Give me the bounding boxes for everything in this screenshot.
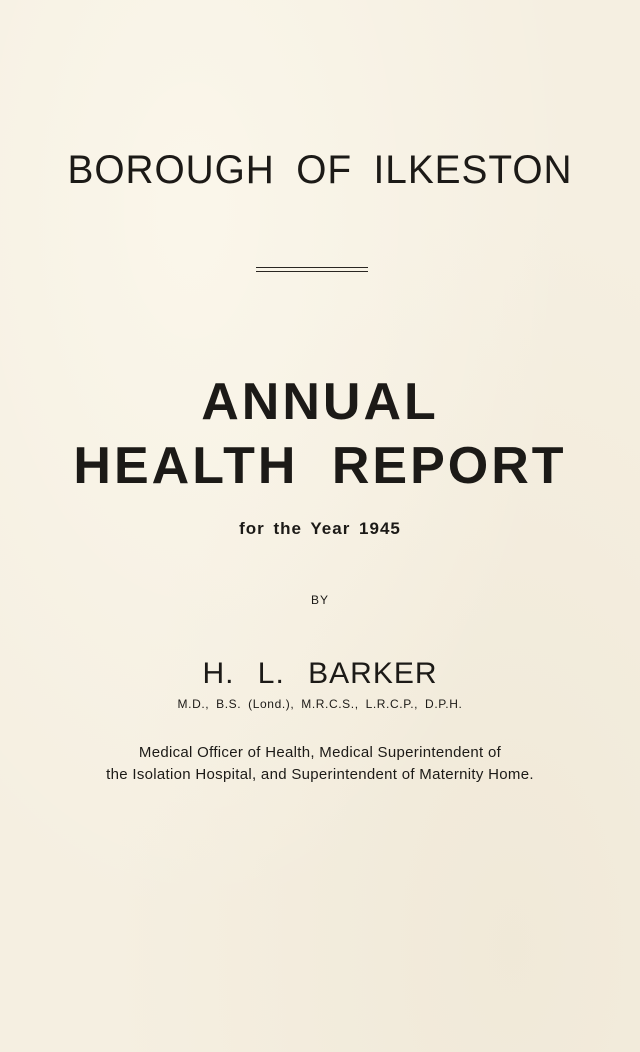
- double-rule-bottom: [256, 271, 368, 272]
- author-qualifications: M.D., B.S. (Lond.), M.R.C.S., L.R.C.P., D.P.H.: [177, 697, 463, 711]
- double-rule-top: [256, 267, 368, 268]
- report-year: for the Year 1945: [239, 519, 401, 538]
- borough-heading: BOROUGH OF ILKESTON: [67, 148, 573, 192]
- author-name: H. L. BARKER: [202, 657, 438, 690]
- report-title-line-1: ANNUAL: [201, 373, 439, 431]
- author-role-line-1: Medical Officer of Health, Medical Superintendent of: [138, 744, 502, 761]
- by-label: BY: [310, 593, 329, 607]
- report-title-line-2: HEALTH REPORT: [73, 437, 567, 495]
- author-role-line-2: the Isolation Hospital, and Superintendent of Maternity Home.: [106, 766, 534, 783]
